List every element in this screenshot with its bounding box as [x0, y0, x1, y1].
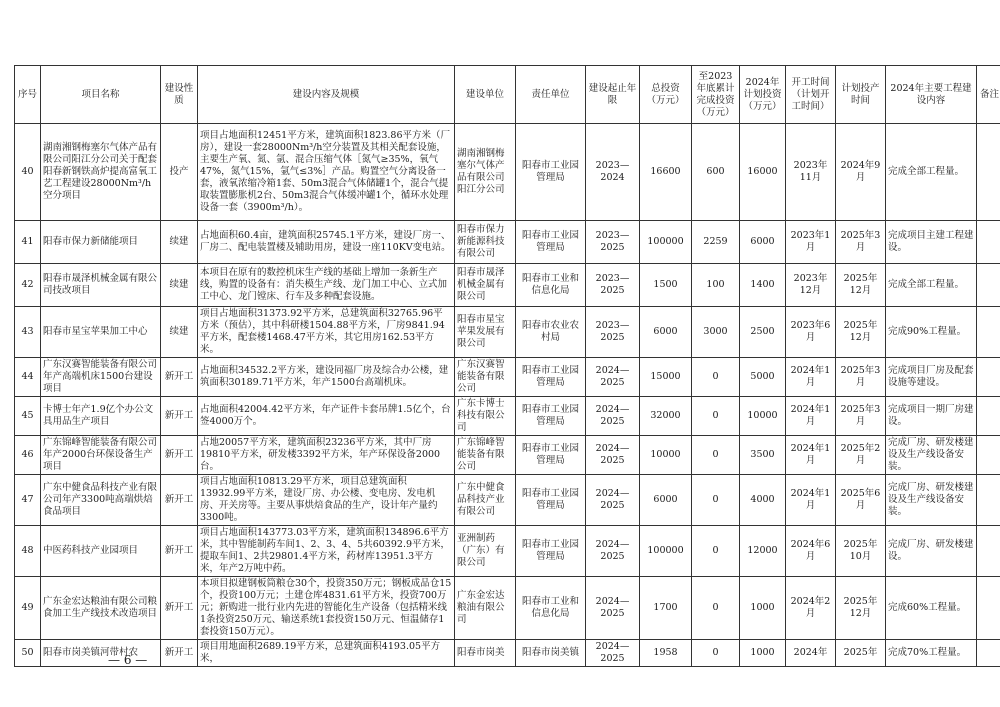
cell-work: 完成90%工程量。 [886, 307, 977, 358]
cell-work: 完成项目一期厂房建设。 [886, 397, 977, 436]
table-row [15, 526, 1000, 577]
cell-builder: 广东金宏达粮油有限公司 [455, 577, 516, 640]
cell-resp: 阳春市工业园管理局 [516, 526, 586, 577]
cell-done: 3000 [692, 307, 740, 358]
cell-name: 卡博士年产1.9亿个办公文具用品生产项目 [41, 397, 161, 436]
cell-start: 2023年11月 [786, 124, 836, 221]
cell-plan: 1000 [740, 640, 786, 667]
col-header: 建设内容及规模 [198, 66, 455, 124]
cell-done: 0 [692, 358, 740, 397]
cell-total: 10000 [640, 436, 692, 475]
cell-no: 44 [15, 358, 41, 397]
cell-no: 50 [15, 640, 41, 667]
cell-resp: 阳春市工业园管理局 [516, 124, 586, 221]
cell-note [977, 577, 1000, 640]
cell-builder: 亚洲制药（广东）有限公司 [455, 526, 516, 577]
cell-prod: 2025年 [836, 640, 886, 667]
cell-years: 2023—2024 [586, 124, 640, 221]
cell-builder: 广东卡博士科技有限公司 [455, 397, 516, 436]
cell-years: 2024—2025 [586, 436, 640, 475]
cell-note [977, 264, 1000, 307]
cell-name: 阳春市晟泽机械金属有限公司技改项目 [41, 264, 161, 307]
cell-content: 项目占地面积31373.92平方米，总建筑面积32765.96平方米（预估），其中科研楼1504.88平方米，厂房9841.94平方米，配套楼1468.47平方米，其它用房162.53平方米。 [198, 307, 455, 358]
cell-prod: 2025年6月 [836, 475, 886, 526]
cell-content: 项目占地面积143773.03平方米，建筑面积134896.6平方米，其中智能制药车间1、2、3、4、5共60392.9平方米，提取车间1、2共29801.4平方米，药材库13951.3平方米，年产2万吨中药。 [198, 526, 455, 577]
cell-done: 100 [692, 264, 740, 307]
cell-years: 2024—2025 [586, 640, 640, 667]
cell-done: 600 [692, 124, 740, 221]
cell-no: 46 [15, 436, 41, 475]
cell-nature: 续建 [161, 307, 198, 358]
table-row [15, 124, 1000, 221]
table-row [15, 640, 1000, 667]
cell-resp: 阳春市岗美镇 [516, 640, 586, 667]
cell-name: 广东锦峰智能装备有限公司年产2000台环保设备生产项目 [41, 436, 161, 475]
cell-content: 本项目在原有的数控机床生产线的基础上增加一条新生产线，购置的设备有：消失模生产线、龙门加工中心、立式加工中心、龙门镗床、行车及多种配套设施。 [198, 264, 455, 307]
cell-nature: 续建 [161, 221, 198, 264]
cell-resp: 阳春市工业园管理局 [516, 221, 586, 264]
cell-builder: 湖南湘钢梅塞尔气体产品有限公司阳江分公司 [455, 124, 516, 221]
cell-note [977, 124, 1000, 221]
table-row [15, 307, 1000, 358]
col-header: 序号 [15, 66, 41, 124]
cell-name: 阳春市星宝苹果加工中心 [41, 307, 161, 358]
cell-resp: 阳春市工业和信息化局 [516, 264, 586, 307]
cell-total: 6000 [640, 307, 692, 358]
cell-builder: 广东中健食品科技产业有限公司 [455, 475, 516, 526]
cell-total: 6000 [640, 475, 692, 526]
cell-builder: 阳春市保力新能源科技有限公司 [455, 221, 516, 264]
cell-name: 阳春市保力新储能项目 [41, 221, 161, 264]
cell-builder: 广东锦峰智能装备有限公司 [455, 436, 516, 475]
cell-done: 0 [692, 577, 740, 640]
cell-work: 完成70%工程量。 [886, 640, 977, 667]
cell-note [977, 526, 1000, 577]
cell-nature: 投产 [161, 124, 198, 221]
cell-prod: 2025年12月 [836, 264, 886, 307]
cell-note [977, 397, 1000, 436]
cell-name: 阳春市岗美镇河带村农 [41, 640, 161, 667]
cell-years: 2024—2025 [586, 475, 640, 526]
cell-content: 本项目拟建钢板筒粮仓30个，投资350万元；钢板成品仓15个，投资100万元；土建仓库4831.61平方米，投资700万元；新购进一批行业内先进的智能化生产设备（包括精米线1条投资250万元、输送系统1套投资150万元、恒温储存1套投资150万元）。 [198, 577, 455, 640]
col-header: 责任单位 [516, 66, 586, 124]
cell-start: 2024年1月 [786, 397, 836, 436]
cell-nature: 新开工 [161, 397, 198, 436]
cell-start: 2024年 [786, 640, 836, 667]
cell-years: 2023—2025 [586, 307, 640, 358]
table-row [15, 358, 1000, 397]
cell-prod: 2025年2月 [836, 436, 886, 475]
cell-start: 2024年1月 [786, 436, 836, 475]
cell-note [977, 475, 1000, 526]
cell-note [977, 358, 1000, 397]
table-row [15, 436, 1000, 475]
cell-content: 项目占地面积12451平方米，建筑面积1823.86平方米（厂房），建设一套28000Nm³/h空分装置及其相关配套设施，主要生产氧、氮、氩、混合压缩气体［氮气≥35%，氧气47%，氮气15%，氩气≤3%］产品。购置空气分离设备一套，液氧浓缩冷箱1套、50m3混合气体储罐1个，混合气提取装置膨胀机2台、50m3混合气体缓冲罐1个，循环水处理设备一套（3900m³/h）。 [198, 124, 455, 221]
cell-name: 中医药科技产业园项目 [41, 526, 161, 577]
cell-name: 广东汉赛智能装备有限公司年产高端机床1500台建设项目 [41, 358, 161, 397]
cell-content: 占地面积60.4亩，建筑面积25745.1平方米，建设厂房一、厂房二、配电装置楼及辅助用房，建设一座110KV变电站。 [198, 221, 455, 264]
cell-years: 2023—2025 [586, 264, 640, 307]
cell-no: 43 [15, 307, 41, 358]
cell-name: 广东中健食品科技产业有限公司年产3300吨高端烘焙食品项目 [41, 475, 161, 526]
cell-start: 2023年1月 [786, 221, 836, 264]
cell-nature: 新开工 [161, 358, 198, 397]
cell-start: 2024年6月 [786, 526, 836, 577]
cell-no: 48 [15, 526, 41, 577]
col-header: 建设性质 [161, 66, 198, 124]
cell-nature: 新开工 [161, 526, 198, 577]
cell-total: 1700 [640, 577, 692, 640]
cell-builder: 阳春市晟泽机械金属有限公司 [455, 264, 516, 307]
cell-name: 湖南湘钢梅塞尔气体产品有限公司阳江分公司关于配套阳春新钢铁高炉提高富氧工艺工程建设28000Nm³/h空分项目 [41, 124, 161, 221]
col-header: 2024年计划投资（万元） [740, 66, 786, 124]
col-header: 备注 [977, 66, 1000, 124]
cell-work: 完成厂房、研发楼建设及生产线设备安装。 [886, 436, 977, 475]
cell-no: 42 [15, 264, 41, 307]
cell-done: 0 [692, 397, 740, 436]
cell-builder: 阳春市岗美 [455, 640, 516, 667]
cell-prod: 2025年10月 [836, 526, 886, 577]
col-header: 计划投产时间 [836, 66, 886, 124]
cell-plan: 10000 [740, 397, 786, 436]
cell-plan: 5000 [740, 358, 786, 397]
cell-nature: 续建 [161, 264, 198, 307]
cell-resp: 阳春市农业农村局 [516, 307, 586, 358]
cell-plan: 1000 [740, 577, 786, 640]
cell-note [977, 307, 1000, 358]
cell-work: 完成60%工程量。 [886, 577, 977, 640]
cell-name: 广东金宏达粮油有限公司粮食加工生产线技术改造项目 [41, 577, 161, 640]
cell-resp: 阳春市工业园管理局 [516, 358, 586, 397]
col-header: 至2023年底累计完成投资（万元） [692, 66, 740, 124]
cell-plan: 2500 [740, 307, 786, 358]
header-row [15, 66, 1000, 124]
cell-no: 45 [15, 397, 41, 436]
cell-resp: 阳春市工业园管理局 [516, 475, 586, 526]
cell-years: 2023—2025 [586, 221, 640, 264]
cell-content: 项目占地面积10813.29平方米，项目总建筑面积13932.99平方米，建设厂房、办公楼、变电房、发电机房、开关房等。主要从事烘焙食品的生产，设计年产量约3300吨。 [198, 475, 455, 526]
table-row [15, 475, 1000, 526]
cell-no: 47 [15, 475, 41, 526]
cell-plan: 4000 [740, 475, 786, 526]
cell-start: 2024年1月 [786, 358, 836, 397]
cell-nature: 新开工 [161, 640, 198, 667]
cell-content: 占地面积34532.2平方米，建设同福厂房及综合办公楼，建筑面积30189.71平方米，年产1500台高端机床。 [198, 358, 455, 397]
cell-done: 0 [692, 475, 740, 526]
cell-start: 2024年2月 [786, 577, 836, 640]
cell-work: 完成项目厂房及配套设施等建设。 [886, 358, 977, 397]
table-row [15, 221, 1000, 264]
cell-no: 40 [15, 124, 41, 221]
cell-total: 100000 [640, 526, 692, 577]
cell-builder: 阳春市星宝苹果发展有限公司 [455, 307, 516, 358]
cell-start: 2023年6月 [786, 307, 836, 358]
cell-prod: 2025年3月 [836, 221, 886, 264]
cell-start: 2023年12月 [786, 264, 836, 307]
cell-prod: 2025年3月 [836, 358, 886, 397]
cell-work: 完成项目主建工程建设。 [886, 221, 977, 264]
col-header: 总投资（万元） [640, 66, 692, 124]
cell-work: 完成厂房、研发楼建设及生产线设备安装。 [886, 475, 977, 526]
cell-total: 32000 [640, 397, 692, 436]
cell-total: 100000 [640, 221, 692, 264]
cell-done: 0 [692, 526, 740, 577]
cell-done: 0 [692, 640, 740, 667]
cell-prod: 2024年9月 [836, 124, 886, 221]
cell-work: 完成全部工程量。 [886, 124, 977, 221]
cell-no: 49 [15, 577, 41, 640]
col-header: 项目名称 [41, 66, 161, 124]
col-header: 2024年主要工程建设内容 [886, 66, 977, 124]
cell-resp: 阳春市工业园管理局 [516, 397, 586, 436]
cell-years: 2024—2025 [586, 397, 640, 436]
cell-prod: 2025年12月 [836, 577, 886, 640]
table-row [15, 577, 1000, 640]
cell-content: 占地20057平方米，建筑面积23236平方米，其中厂房19810平方米，研发楼3392平方米，年产环保设备2000台。 [198, 436, 455, 475]
cell-years: 2024—2025 [586, 526, 640, 577]
cell-nature: 新开工 [161, 577, 198, 640]
cell-plan: 1400 [740, 264, 786, 307]
cell-done: 2259 [692, 221, 740, 264]
col-header: 开工时间（计划开工时间） [786, 66, 836, 124]
cell-total: 15000 [640, 358, 692, 397]
cell-note [977, 640, 1000, 667]
cell-start: 2024年1月 [786, 475, 836, 526]
cell-work: 完成厂房、研发楼建设。 [886, 526, 977, 577]
cell-note [977, 436, 1000, 475]
cell-years: 2024—2025 [586, 358, 640, 397]
cell-total: 1500 [640, 264, 692, 307]
cell-nature: 新开工 [161, 436, 198, 475]
cell-content: 占地面积42004.42平方米，年产证件卡套吊牌1.5亿个，台签4000万个。 [198, 397, 455, 436]
cell-nature: 新开工 [161, 475, 198, 526]
page-number: — 6 — [108, 653, 148, 667]
cell-builder: 广东汉赛智能装备有限公司 [455, 358, 516, 397]
table-row [15, 397, 1000, 436]
cell-plan: 3500 [740, 436, 786, 475]
cell-resp: 阳春市工业和信息化局 [516, 577, 586, 640]
cell-prod: 2025年12月 [836, 307, 886, 358]
cell-no: 41 [15, 221, 41, 264]
cell-plan: 12000 [740, 526, 786, 577]
cell-content: 项目用地面积2689.19平方米，总建筑面积4193.05平方米， [198, 640, 455, 667]
cell-total: 16600 [640, 124, 692, 221]
cell-done: 0 [692, 436, 740, 475]
col-header: 建设起止年限 [586, 66, 640, 124]
cell-total: 1958 [640, 640, 692, 667]
col-header: 建设单位 [455, 66, 516, 124]
cell-work: 完成全部工程量。 [886, 264, 977, 307]
cell-plan: 6000 [740, 221, 786, 264]
cell-plan: 16000 [740, 124, 786, 221]
cell-note [977, 221, 1000, 264]
table-row [15, 264, 1000, 307]
project-table [14, 65, 1000, 667]
cell-years: 2024—2025 [586, 577, 640, 640]
cell-prod: 2025年3月 [836, 397, 886, 436]
cell-resp: 阳春市工业园管理局 [516, 436, 586, 475]
